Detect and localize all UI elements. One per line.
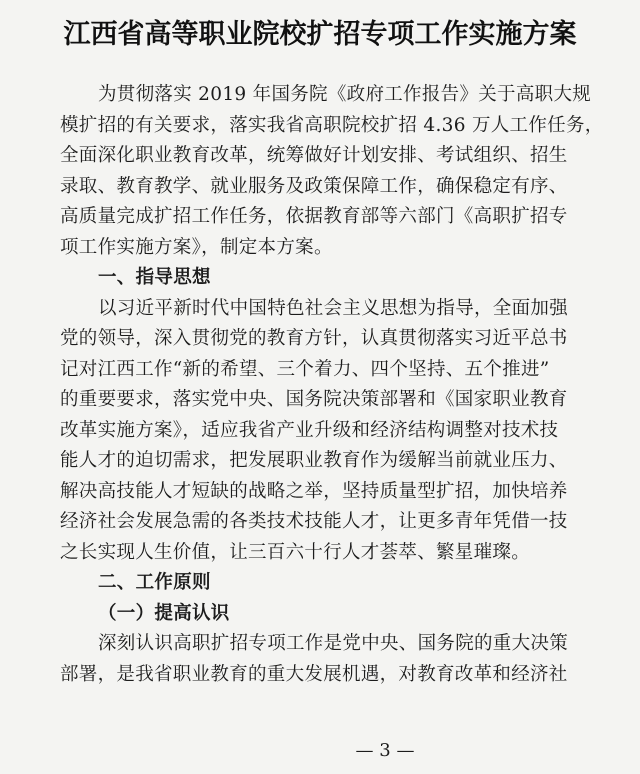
document-title: 江西省高等职业院校扩招专项工作实施方案: [63, 19, 577, 50]
section-heading: 一、指导思想: [98, 267, 211, 288]
page-number: — 3 —: [355, 740, 415, 761]
paragraph-line: 为贯彻落实 2019 年国务院《政府工作报告》关于高职大规: [98, 84, 592, 105]
paragraph-line: 项工作实施方案》，制定本方案。: [60, 236, 333, 258]
paragraph-line: 全面深化职业教育改革，统筹做好计划安排、考试组织、招生: [60, 145, 568, 166]
paragraph-line: 之长实现人生价值，让三百六十行人才荟萃、繁星璀璨。: [60, 541, 531, 563]
paragraph-line: 改革实施方案》，适应我省产业升级和经济结构调整对技术技: [60, 419, 559, 441]
document-body: [60, 80, 604, 690]
paragraph-line: 以习近平新时代中国特色社会主义思想为指导，全面加强: [98, 297, 569, 319]
paragraph-line: 解决高技能人才短缺的战略之举，坚持质量型扩招，加快培养: [60, 480, 568, 502]
paragraph-line: 党的领导，深入贯彻党的教育方针，认真贯彻落实习近平总书: [60, 328, 568, 349]
paragraph-line: 记对江西工作“新的希望、三个着力、四个坚持、五个推进”: [60, 358, 550, 380]
paragraph-line: 部署，是我省职业教育的重大发展机遇，对教育改革和经济社: [60, 663, 568, 685]
paragraph-line: 的重要要求，落实党中央、国务院决策部署和《国家职业教育: [60, 389, 568, 410]
paragraph-line: 模扩招的有关要求，落实我省高职院校扩招 4.36 万人工作任务，: [60, 114, 604, 136]
paragraph-line: 高质量完成扩招工作任务，依据教育部等六部门《高职扩招专: [60, 206, 568, 227]
paragraph-line: 能人才的迫切需求，把发展职业教育作为缓解当前就业压力、: [60, 450, 568, 471]
paragraph-line: 深刻认识高职扩招专项工作是党中央、国务院的重大决策: [98, 633, 569, 654]
section-heading: 二、工作原则: [98, 572, 211, 593]
paragraph-line: 录取、教育教学、就业服务及政策保障工作，确保稳定有序、: [60, 175, 568, 197]
subsection-heading: （一）提高认识: [98, 602, 230, 624]
paragraph-line: 经济社会发展急需的各类技术技能人才，让更多青年凭借一技: [60, 511, 568, 532]
